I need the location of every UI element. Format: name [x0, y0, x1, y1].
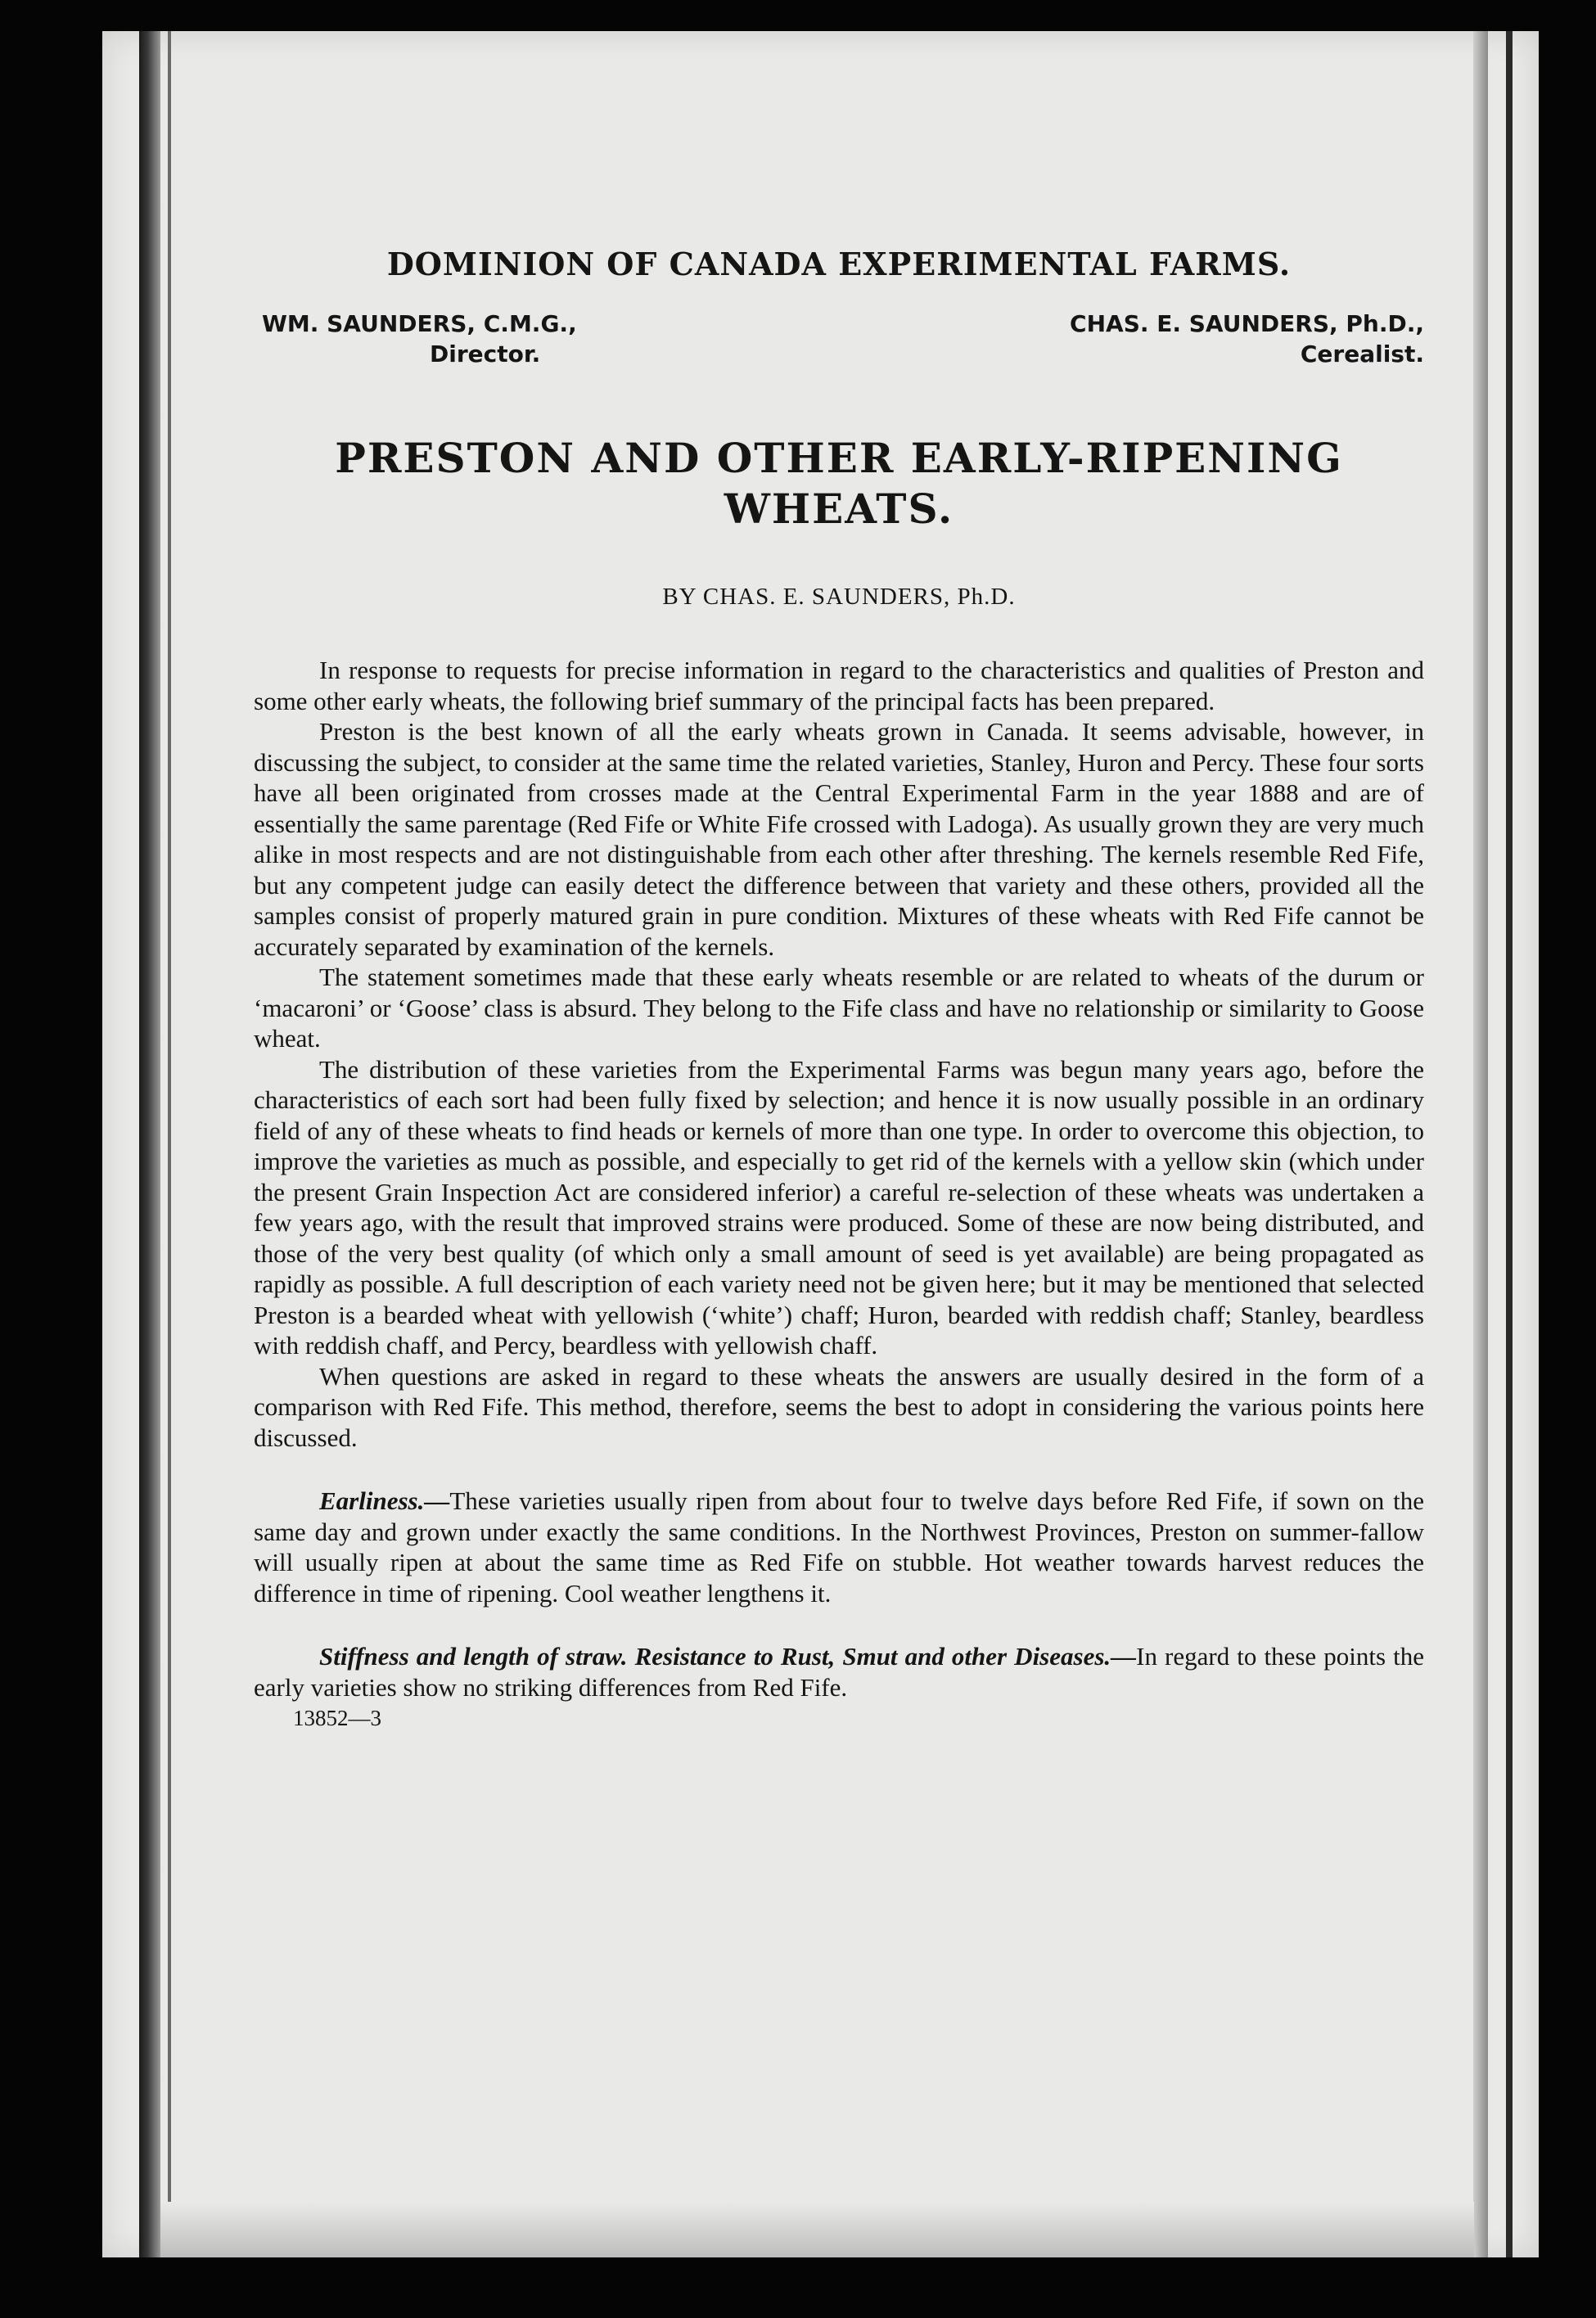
cerealist-block	[1070, 310, 1424, 368]
cerealist-title: Cerealist.	[1300, 340, 1424, 368]
director-title: Director.	[430, 340, 541, 368]
organization-heading: DOMINION OF CANADA EXPERIMENTAL FARMS.	[386, 246, 1292, 282]
binding-edge	[139, 31, 160, 2257]
section-straw-diseases	[254, 1641, 1424, 1702]
section-lead: Stiffness and length of straw. Resistance to Rust, Smut and other Diseases.—	[319, 1642, 1137, 1671]
binding-line	[168, 31, 171, 2257]
section-text: These varieties usually ripen from about four to twelve days before Red Fife, if sown on the same day and grown under exactly the same conditions. In the Northwest Provinces, Preston on summer-fallow will usually ripen at about the same time as Red Fife on stubble. Hot weather towards harvest reduces the difference in time of ripening. Cool weather lengthens it.	[254, 1486, 1424, 1608]
paragraph: The distribution of these varieties from the Experimental Farms was begun many years ago, before the characteristics of each sort had been fully fixed by selection; and hence it is now usually possible in an ordinary field of any of these wheats to find heads or kernels of more than one type. In order to overcome this objection, to improve the varieties as much as possible, and especially to get rid of the kernels with a yellow skin (which under the present Grain Inspection Act are considered inferior) a careful re-selection of these wheats was undertaken a few years ago, with the result that improved strains were produced. Some of these are now being distributed, and those of the very best quality (of which only a small amount of seed is yet available) are being propagated as rapidly as possible. A full description of each variety need not be given here; but it may be mentioned that selected Preston is a bearded wheat with yellowish (‘white’) chaff; Huron, bearded with reddish chaff; Stanley, beardless with reddish chaff, and Percy, beardless with yellowish chaff.	[254, 1054, 1424, 1360]
article-body	[254, 655, 1424, 1702]
title-line-2: WHEATS.	[724, 485, 954, 533]
section-lead: Earliness.—	[319, 1486, 450, 1515]
section-earliness	[254, 1486, 1424, 1608]
paragraph: In response to requests for precise information in regard to the characteristics and qualities of Preston and some other early wheats, the following brief summary of the principal facts has been prepared.	[254, 656, 1424, 715]
cerealist-name: CHAS. E. SAUNDERS, Ph.D.,	[1070, 310, 1424, 337]
page-edge-bottom	[160, 2202, 1474, 2257]
paragraph: Preston is the best known of all the early wheats grown in Canada. It seems advisable, however, in discussing the subject, to consider at the same time the related varieties, Stanley, Huron and Percy. These four sorts have all been originated from crosses made at the Central Experimental Farm in the year 1888 and are of essentially the same parentage (Red Fife or White Fife crossed with Ladoga). As usually grown they are very much alike in most respects and are not distinguishable from each other after threshing. The kernels resemble Red Fife, but any competent judge can easily detect the difference between that variety and these others, provided all the samples consist of properly matured grain in pure condition. Mixtures of these wheats with Red Fife cannot be accurately separated by examination of the kernels.	[254, 717, 1424, 961]
author-byline: BY CHAS. E. SAUNDERS, Ph.D.	[662, 584, 1016, 610]
officers-block	[254, 310, 1424, 400]
director-block	[262, 310, 577, 368]
paragraph: The statement sometimes made that these early wheats resemble or are related to wheats of the durum or ‘macaroni’ or ‘Goose’ class is absurd. They belong to the Fife class and have no relationship or similarity to Goose wheat.	[254, 963, 1424, 1053]
page-edge-right-dark	[1506, 31, 1513, 2257]
document-title	[254, 433, 1424, 534]
paragraph: When questions are asked in regard to these wheats the answers are usually desired in the form of a comparison with Red Fife. This method, therefore, seems the best to adopt in considering the various points here discussed.	[254, 1361, 1424, 1452]
document-content	[254, 246, 1424, 1731]
document-code: 13852—3	[293, 1706, 381, 1730]
page-edge-right	[1473, 31, 1488, 2257]
title-line-1: PRESTON AND OTHER EARLY-RIPENING	[335, 434, 1343, 482]
director-name: WM. SAUNDERS, C.M.G.,	[262, 310, 577, 337]
section-text: In regard to these points the early varieties show no striking differences from Red Fife.	[254, 1642, 1424, 1702]
